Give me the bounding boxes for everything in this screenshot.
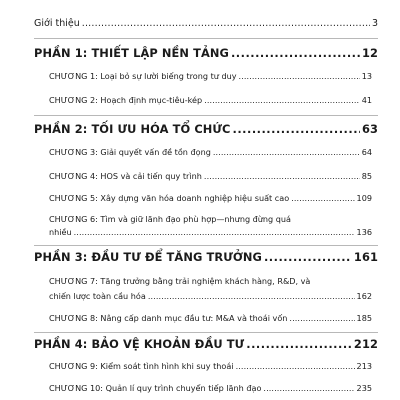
toc-chapter-7-line1[interactable] [49,276,372,286]
dot-leader [264,250,352,264]
toc-page-number: 12 [361,46,378,60]
toc-chapter-6-line2[interactable] [49,227,372,237]
toc-page-number: 85 [361,171,372,181]
toc-page-number: 109 [356,193,372,203]
part-title: PHẦN 2: TỐI ƯU HÓA TỔ CHỨC [34,122,231,136]
toc-part-1[interactable] [34,46,378,60]
toc-chapter-10[interactable] [49,383,372,393]
toc-part-3[interactable] [34,250,378,264]
dot-leader [291,193,354,203]
toc-chapter-6-line1[interactable] [49,214,372,224]
dot-leader [74,227,355,237]
toc-page-number: 185 [356,313,372,323]
chapter-title: CHƯƠNG 6: Tìm và giữ lãnh đạo phù hợp—nhưng đừng quá [49,214,291,224]
divider [34,38,378,39]
toc-page-number: 41 [361,95,372,105]
toc-entry-intro[interactable] [34,18,378,29]
toc-page-number: 13 [361,71,372,81]
toc-page-number: 212 [353,337,378,351]
divider [34,115,378,116]
toc-chapter-7-line2[interactable] [49,291,372,301]
toc-part-4[interactable] [34,337,378,351]
dot-leader [231,46,360,60]
chapter-title: CHƯƠNG 2: Hoạch định mục-tiêu-kép [49,95,203,105]
dot-leader [148,291,355,301]
toc-chapter-2[interactable] [49,95,372,105]
toc-part-2[interactable] [34,122,378,136]
toc-chapter-8[interactable] [49,313,372,323]
dot-leader [82,18,370,29]
dot-leader [204,171,360,181]
part-title: PHẦN 1: THIẾT LẬP NỀN TẢNG [34,46,229,60]
part-title: PHẦN 3: ĐẦU TƯ ĐỂ TĂNG TRƯỞNG [34,250,262,264]
toc-chapter-4[interactable] [49,171,372,181]
chapter-title: CHƯƠNG 4: HOS và cải tiến quy trình [49,171,202,181]
chapter-title: CHƯƠNG 7: Tăng trưởng bằng trải nghiệm khách hàng, R&D, và [49,276,311,286]
chapter-title: CHƯƠNG 5: Xây dựng văn hóa doanh nghiệp hiệu suất cao [49,193,290,203]
divider [34,332,378,333]
dot-leader [236,361,355,371]
toc-page-number: 136 [356,227,372,237]
dot-leader [204,95,360,105]
chapter-title: CHƯƠNG 10: Quản lí quy trình chuyển tiếp lãnh đạo [49,383,262,393]
chapter-title: CHƯƠNG 1: Loại bỏ sự lười biếng trong tư duy [49,71,237,81]
toc-page-number: 235 [356,383,372,393]
dot-leader [233,122,360,136]
chapter-title-continued: chiến lược toàn cầu hóa [49,291,146,301]
toc-page-number: 3 [371,18,378,29]
toc-page-number: 63 [361,122,378,136]
toc-page-number: 213 [356,361,372,371]
dot-leader [263,383,354,393]
chapter-title: CHƯƠNG 8: Nâng cấp danh mục đầu tư: M&A và thoái vốn [49,313,288,323]
toc-chapter-9[interactable] [49,361,372,371]
toc-page-number: 162 [356,291,372,301]
dot-leader [213,147,360,157]
chapter-title-continued: nhiều [49,227,72,237]
toc-chapter-3[interactable] [49,147,372,157]
toc-page-number: 161 [353,250,378,264]
toc-entry-label: Giới thiệu [34,18,80,29]
toc-page-number: 64 [361,147,372,157]
chapter-title: CHƯƠNG 3: Giải quyết vấn đề tồn đọng [49,147,211,157]
dot-leader [246,337,352,351]
toc-chapter-5[interactable] [49,193,372,203]
toc-chapter-1[interactable] [49,71,372,81]
divider [34,245,378,246]
dot-leader [239,71,360,81]
part-title: PHẦN 4: BẢO VỆ KHOẢN ĐẦU TƯ [34,337,245,351]
chapter-title: CHƯƠNG 9: Kiểm soát tình hình khi suy thoái [49,361,234,371]
dot-leader [289,313,354,323]
